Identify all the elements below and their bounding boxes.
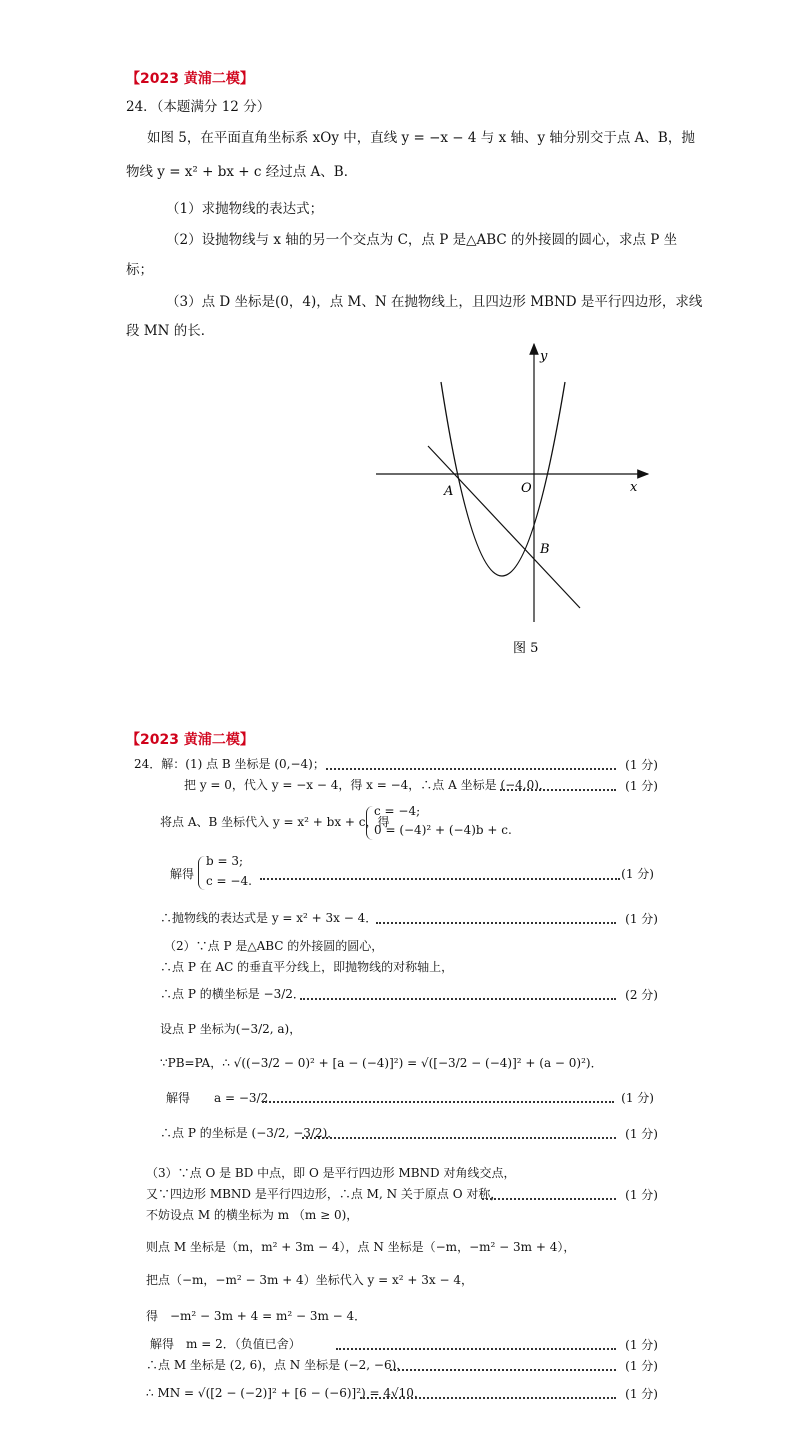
sol-line21: ∴ MN = √([2 − (−2)]² + [6 − (−6)]²) = 4√10． — [146, 1386, 426, 1400]
dot-leader — [260, 878, 620, 880]
problem-stem-line2: 物线 y = x² + bx + c 经过点 A、B． — [126, 164, 358, 180]
score-l21: (1 分) — [625, 1387, 658, 1401]
sol-line11: 解得 a = −3/2． — [166, 1091, 281, 1105]
score-l19: (1 分) — [625, 1338, 658, 1352]
sol-line16: 则点 M 坐标是（m，m² + 3m − 4），点 N 坐标是（−m，−m² − 3m + 4）， — [146, 1240, 576, 1254]
score-l12: (1 分) — [625, 1127, 658, 1141]
label-y: y — [540, 349, 548, 364]
problem-part3-line1: （3）点 D 坐标是(0，4)，点 M、N 在抛物线上，且四边形 MBND 是平行四边形，求线 — [166, 294, 703, 310]
sol-line20: ∴点 M 坐标是 (2, 6)，点 N 坐标是 (−2, −6)， — [146, 1358, 409, 1372]
line-ab — [428, 446, 580, 608]
sol-line10: ∵PB=PA，∴ √((−3/2 − 0)² + [a − (−4)]²) = √([−3/2 − (−4)]² + (a − 0)²)． — [160, 1056, 603, 1070]
dot-leader — [336, 1348, 616, 1350]
problem-part2-line1: （2）设抛物线与 x 轴的另一个交点为 C，点 P 是△ABC 的外接圆的圆心，求点 P 坐 — [166, 232, 678, 248]
sol-line19: 解得 m = 2．（负值已舍） — [150, 1337, 301, 1351]
solution-source-tag: 【2023 黄浦二模】 — [126, 732, 254, 748]
sol-line12: ∴点 P 的坐标是 (−3/2, −3/2)． — [160, 1126, 340, 1140]
sol-line1: 24．解：(1) 点 B 坐标是 (0,−4)； — [134, 757, 325, 771]
score-l8: (2 分) — [625, 988, 658, 1002]
sol-line15: 不妨设点 M 的横坐标为 m （m ≥ 0)， — [146, 1208, 359, 1222]
problem-stem-line1: 如图 5，在平面直角坐标系 xOy 中，直线 y = −x − 4 与 x 轴、y 轴分别交于点 A、B，抛 — [147, 130, 695, 146]
sol-line6: （2）∵点 P 是△ABC 的外接圆的圆心， — [164, 939, 384, 953]
system-brace — [366, 806, 373, 840]
score-l14: (1 分) — [625, 1188, 658, 1202]
dot-leader — [482, 1198, 616, 1200]
sol-line18: 得 −m² − 3m + 4 = m² − 3m − 4． — [146, 1309, 367, 1323]
sol-line9: 设点 P 坐标为(−3/2, a)， — [160, 1022, 302, 1036]
label-a: A — [444, 484, 454, 499]
sol-line8: ∴点 P 的横坐标是 −3/2． — [160, 987, 305, 1001]
score-l2: (1 分) — [625, 779, 658, 793]
label-x: x — [630, 480, 638, 495]
score-l5: (1 分) — [625, 912, 658, 926]
system-brace — [198, 856, 205, 890]
sol-line7: ∴点 P 在 AC 的垂直平分线上，即抛物线的对称轴上， — [160, 960, 454, 974]
dot-leader — [300, 998, 616, 1000]
problem-part1: （1）求抛物线的表达式； — [166, 201, 324, 217]
sol-line17: 把点（−m，−m² − 3m + 4）坐标代入 y = x² + 3x − 4， — [146, 1273, 473, 1287]
sol-line4: 解得 — [170, 867, 195, 881]
dot-leader — [376, 922, 616, 924]
dot-leader — [500, 789, 616, 791]
label-o: O — [521, 481, 532, 496]
score-l20: (1 分) — [625, 1359, 658, 1373]
sol-line13: （3）∵点 O 是 BD 中点，即 O 是平行四边形 MBND 对角线交点， — [146, 1166, 516, 1180]
score-l11: (1 分) — [621, 1091, 654, 1105]
problem-part3-line2: 段 MN 的长． — [126, 323, 215, 339]
sol-line14: 又∵四边形 MBND 是平行四边形，∴点 M, N 关于原点 O 对称， — [146, 1187, 503, 1201]
dot-leader — [360, 1397, 616, 1399]
label-b: B — [540, 542, 550, 557]
sol-line3-eq1: c = −4; — [374, 804, 421, 818]
figure-5-graph — [0, 0, 794, 680]
score-l4: (1 分) — [621, 867, 654, 881]
dot-leader — [326, 768, 616, 770]
sol-line2: 把 y = 0，代入 y = −x − 4，得 x = −4，∴点 A 坐标是 (−4,0)． — [184, 778, 551, 792]
problem-part2-line2: 标； — [126, 262, 153, 278]
sol-line5: ∴抛物线的表达式是 y = x² + 3x − 4． — [160, 911, 378, 925]
dot-leader — [302, 1137, 616, 1139]
sol-line3: 将点 A、B 坐标代入 y = x² + bx + c，得 — [160, 815, 390, 829]
sol-line4-eq2: c = −4. — [206, 874, 252, 888]
dot-leader — [262, 1101, 614, 1103]
problem-number: 24．（本题满分 12 分） — [126, 99, 271, 115]
problem-source-tag: 【2023 黄浦二模】 — [126, 71, 254, 87]
dot-leader — [390, 1369, 616, 1371]
sol-line4-eq1: b = 3; — [206, 854, 244, 868]
figure-caption: 图 5 — [513, 641, 539, 656]
sol-line3-eq2: 0 = (−4)² + (−4)b + c. — [374, 823, 512, 837]
score-l1: (1 分) — [625, 758, 658, 772]
